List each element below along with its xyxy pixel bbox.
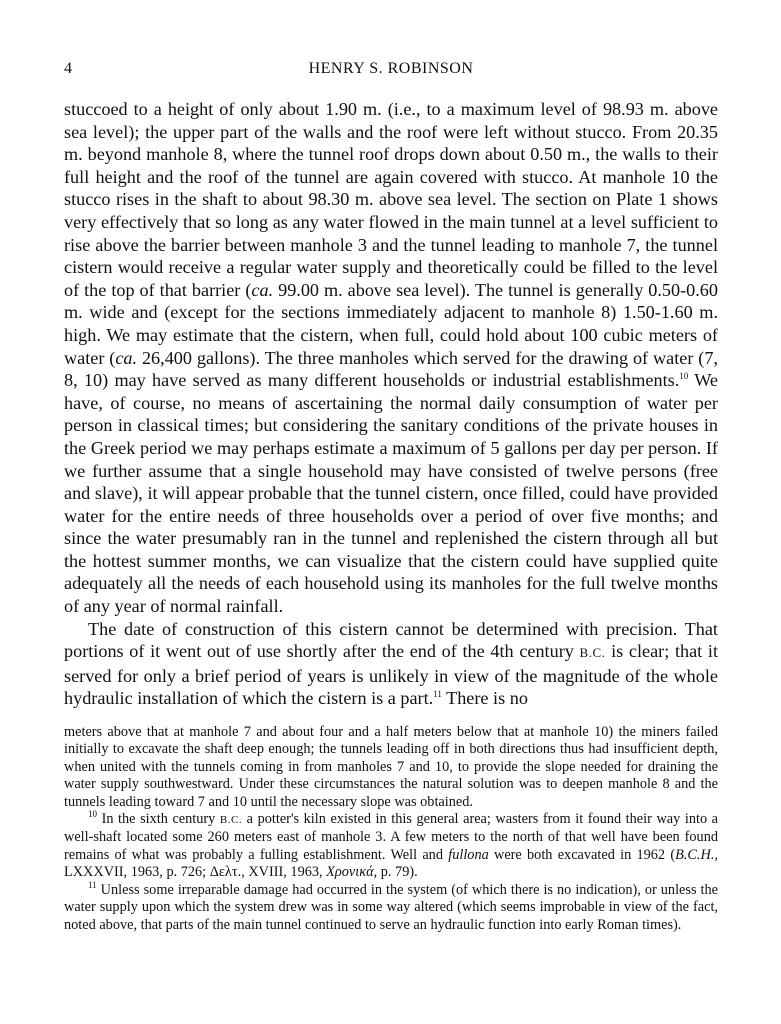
- page-number: 4: [64, 60, 73, 77]
- footnote-10: $^{10}$ In the sixth century B.C. a potter's kiln existed in this general area; wasters from it found their way into a well-shaft located some 260 meters east of manhole 3. A few meters to the north of that well have been found remains of what was probably a fulling establishment. Well and fullona were both excavated in 1962 (B.C.H., LXXXVII, 1963, p. 726; Δελτ., XVIII, 1963, Χρονικά, p. 79).: [64, 809, 719, 881]
- body-paragraph-1: stuccoed to a height of only about 1.90 m. (i.e., to a maximum level of 98.93 m. above sea level); the upper part of the walls and the roof were left without stucco. From 20.35 m. beyond manhole 8, where the tunnel roof drops down about 0.50 m., the walls to their full height and the roof of the tunnel are again covered with stucco. At manhole 10 the stucco rises in the shaft to about 98.30 m. above sea level. The section on Plate 1 shows very effectively that so long as any water flowed in the main tunnel at a level sufficient to rise above the barrier between manhole 3 and the tunnel leading to manhole 7, the tunnel cistern would receive a regular water supply and theoretically could be filled to the level of the top of that barrier (ca. 99.00 m. above sea level). The tunnel is generally 0.50-0.60 m. wide and (except for the sections immediately adjacent to manhole 8) 1.50-1.60 m. high. We may estimate that the cistern, when full, could hold about 100 cubic meters of water (ca. 26,400 gallons). The three manholes which served for the drawing of water (7, 8, 10) may have served as many different households or industrial establishments.$^{10}$ We have, of course, no means of ascertaining the normal daily consumption of water per person in classical times; but considering the sanitary conditions of the private houses in the Greek period we may perhaps estimate a maximum of 5 gallons per day per person. If we further assume that a single household may have consisted of twelve persons (free and slave), it will appear probable that the tunnel cistern, once filled, could have provided water for the entire needs of three households over a period of over five months; and since the water presumably ran in the tunnel and replenished the cistern through all but the hottest summer months, we can visualize that the cistern could have supplied quite adequately all the needs of each household using its manholes for the full twelve months of any year of normal rainfall.: [64, 99, 718, 617]
- body-text: [64, 98, 718, 710]
- footnote-ref-11: 11: [433, 689, 442, 700]
- running-title: HENRY S. ROBINSON: [308, 60, 474, 77]
- footnote-11: $^{11}$ Unless some irreparable damage had occurred in the system (of which there is no indication), or unless the water supply upon which the system drew was in some way altered (which seems improbable in view of the fact, noted above, that parts of the main tunnel continued to serve an hydraulic function into early Roman times).: [64, 879, 718, 933]
- running-head: [64, 60, 718, 82]
- footnote-ref-10: 10: [679, 371, 689, 382]
- footnote-continued: meters above that at manhole 7 and about four and a half meters below that at manhole 10) the miners failed initially to excavate the shaft deep enough; the tunnels leading off in both directions thus had insufficient depth, when united with the tunnels coming in from manholes 7 and 10, to provide the slope needed for draining the water supply southwestward. Under these circumstances the natural solution was to deepen manhole 8 and the tunnels leading toward 7 and 10 until the necessary slope was obtained.: [64, 724, 718, 810]
- footnotes: [64, 724, 718, 934]
- page: [64, 60, 718, 934]
- body-paragraph-2: The date of construction of this cistern cannot be determined with precision. That portions of it went out of use shortly after the end of the 4th century B.C. is clear; that it served for only a brief period of years is unlikely in view of the magnitude of the whole hydraulic installation of which the cistern is a part.$^{11}$ There is no: [64, 618, 719, 709]
